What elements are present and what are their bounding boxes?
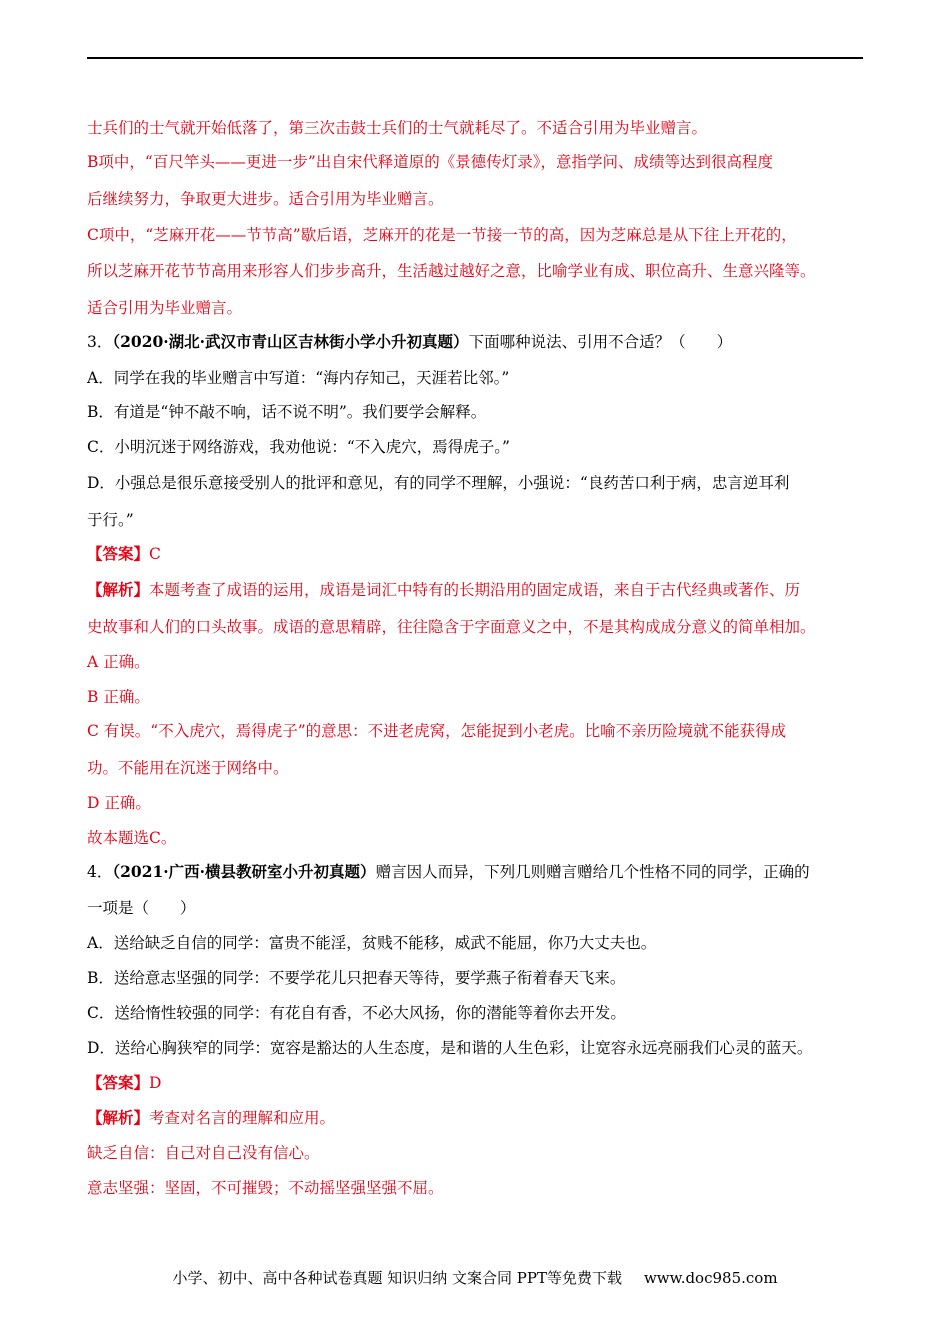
text-line: 适合引用为毕业赠言。 [87, 299, 243, 317]
page-footer [0, 1267, 950, 1288]
option-a: A．同学在我的毕业赠言中写道：“海内存知己，天涯若比邻。” [87, 369, 510, 387]
question-text: 赠言因人而异，下列几则赠言赠给几个性格不同的同学，正确的 [375, 863, 810, 881]
question-3-stem [87, 332, 732, 352]
question-number: 3． [87, 333, 113, 351]
option-c: C．小明沉迷于网络游戏，我劝他说：“不入虎穴，焉得虎子。” [87, 438, 510, 456]
text-line: 士兵们的士气就开始低落了，第三次击鼓士兵们的士气就耗尽了。不适合引用为毕业赠言。 [87, 119, 708, 137]
analysis-text: 考查对名言的理解和应用。 [149, 1109, 336, 1127]
analysis-text: A 正确。 [87, 653, 150, 671]
header-rule [87, 57, 863, 59]
question-text: 一项是（ ） [87, 899, 196, 917]
analysis-text: 意志坚强：坚固，不可摧毁；不动摇坚强坚强不屈。 [87, 1179, 444, 1197]
answer-value: D [149, 1074, 162, 1092]
text-line: 后继续努力，争取更大进步。适合引用为毕业赠言。 [87, 190, 444, 208]
option-d: D．小强总是很乐意接受别人的批评和意见，有的同学不理解，小强说：“良药苦口利于病，忠言逆耳利 [87, 474, 790, 492]
option-c: C．送给惰性较强的同学：有花自有香，不必大风扬，你的潜能等着你去开发。 [87, 1004, 626, 1022]
analysis-text: 故本题选C。 [87, 829, 177, 847]
option-b: B．送给意志坚强的同学：不要学花儿只把春天等待，要学燕子衔着春天飞来。 [87, 969, 626, 987]
analysis-text: B 正确。 [87, 688, 150, 706]
analysis-text: 缺乏自信：自己对自己没有信心。 [87, 1144, 320, 1162]
footer-url[interactable]: www.doc985.com [643, 1269, 778, 1287]
question-source: （2021·广西·横县教研室小升初真题） [112, 862, 376, 881]
option-b: B．有道是“钟不敲不响，话不说不明”。我们要学会解释。 [87, 403, 487, 421]
answer-value: C [149, 545, 161, 563]
analysis-text: 本题考查了成语的运用，成语是词汇中特有的长期沿用的固定成语，来自于古代经典或著作、历 [149, 581, 801, 599]
question-number: 4． [87, 863, 113, 881]
text-line: 所以芝麻开花节节高用来形容人们步步高升，生活越过越好之意，比喻学业有成、职位高升、生意兴隆等。 [87, 262, 816, 280]
analysis-label: 【解析】 [87, 1108, 150, 1127]
question-source: （2020·湖北·武汉市青山区吉林街小学小升初真题） [112, 332, 469, 351]
analysis-label: 【解析】 [87, 580, 150, 599]
analysis-text: C 有误。“不入虎穴，焉得虎子”的意思：不进老虎窝，怎能捉到小老虎。比喻不亲历险境就不能获得成 [87, 722, 787, 740]
answer-line [87, 544, 161, 564]
option-d: D．送给心胸狭窄的同学：宽容是豁达的人生态度，是和谐的人生色彩，让宽容永远亮丽我们心灵的蓝天。 [87, 1039, 813, 1057]
analysis-text: D 正确。 [87, 794, 151, 812]
analysis-text: 功。不能用在沉迷于网络中。 [87, 759, 289, 777]
option-d-continued: 于行。” [87, 511, 134, 529]
analysis-line [87, 580, 800, 600]
answer-line [87, 1073, 161, 1093]
answer-label: 【答案】 [87, 544, 150, 563]
question-4-stem [87, 862, 810, 882]
text-line: B项中，“百尺竿头——更进一步”出自宋代释道原的《景德传灯录》，意指学问、成绩等达到很高程度 [87, 153, 773, 171]
question-text: 下面哪种说法、引用不合适？（ ） [468, 333, 733, 351]
analysis-text: 史故事和人们的口头故事。成语的意思精辟，往往隐含于字面意义之中，不是其构成成分意义的简单相加。 [87, 618, 816, 636]
footer-text: 小学、初中、高中各种试卷真题 知识归纳 文案合同 PPT等免费下载 [172, 1269, 622, 1287]
text-line: C项中，“芝麻开花——节节高”歇后语，芝麻开的花是一节接一节的高，因为芝麻总是从下往上开花的， [87, 226, 797, 244]
analysis-line [87, 1108, 335, 1128]
option-a: A．送给缺乏自信的同学：富贵不能淫，贫贱不能移，威武不能屈，你乃大丈夫也。 [87, 934, 657, 952]
answer-label: 【答案】 [87, 1073, 150, 1092]
